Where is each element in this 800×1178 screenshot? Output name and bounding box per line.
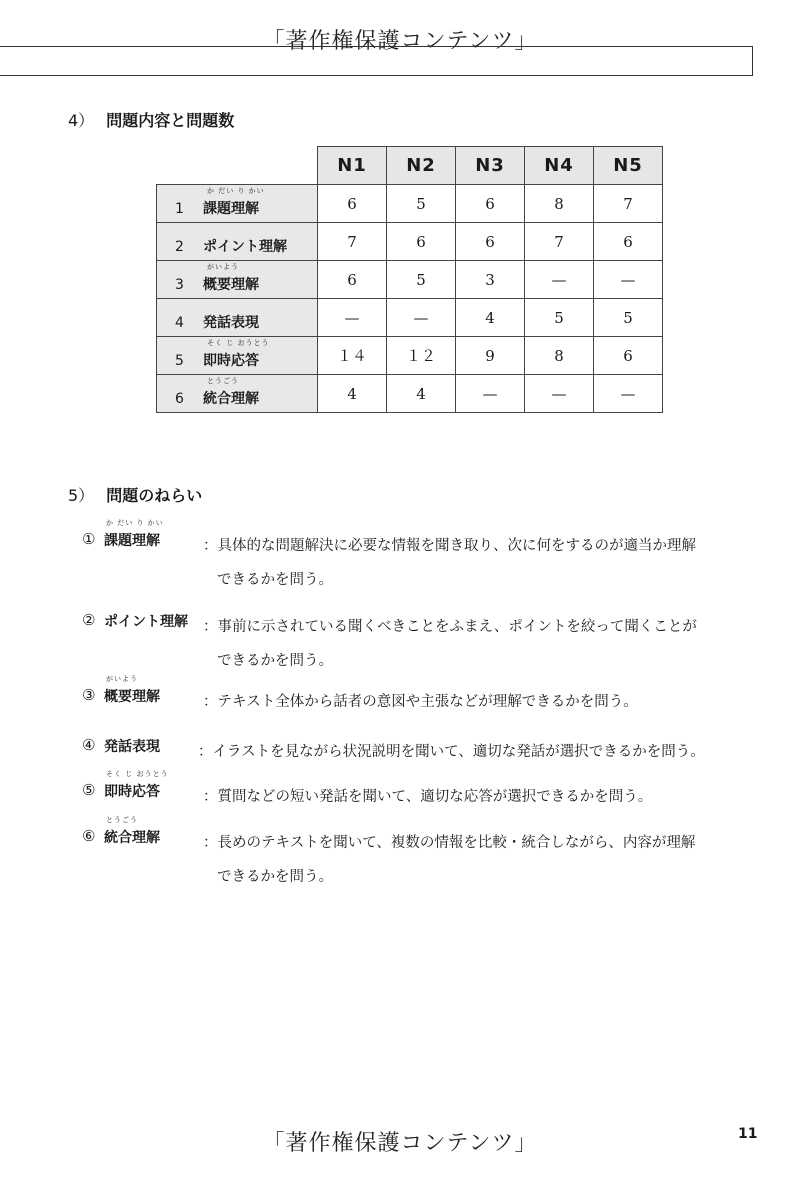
table-cell: 5 bbox=[525, 299, 594, 337]
aim-description bbox=[198, 735, 778, 769]
table-cell: — bbox=[594, 375, 663, 413]
table-cell: 5 bbox=[387, 185, 456, 223]
table-cell: — bbox=[594, 261, 663, 299]
row-header bbox=[157, 375, 318, 413]
level-header: N1 bbox=[318, 147, 387, 185]
row-header bbox=[157, 261, 318, 299]
table-cell: 3 bbox=[456, 261, 525, 299]
table-row bbox=[157, 185, 663, 223]
row-label: 統合理解 bbox=[203, 390, 259, 407]
table-cell: — bbox=[387, 299, 456, 337]
ruby-text: とうごう bbox=[207, 377, 239, 385]
table-cell: 7 bbox=[318, 223, 387, 261]
row-index: 5 bbox=[175, 352, 184, 369]
copyright-banner-top: 「著作権保護コンテンツ」 bbox=[262, 29, 538, 54]
row-label: 発話表現 bbox=[203, 314, 259, 331]
aim-name-text: 発話表現 bbox=[104, 739, 160, 755]
row-label: 課題理解 bbox=[203, 200, 259, 217]
aim-line-1: ：質問などの短い発話を聞いて、適切な応答が選択できるかを問う。 bbox=[203, 789, 653, 805]
table-cell: — bbox=[525, 375, 594, 413]
table-cell: 8 bbox=[525, 185, 594, 223]
table-cell: 7 bbox=[594, 185, 663, 223]
question-count-table bbox=[156, 146, 663, 413]
table-cell: 7 bbox=[525, 223, 594, 261]
table-row bbox=[157, 375, 663, 413]
table-cell: １４ bbox=[318, 337, 387, 375]
aim-description bbox=[203, 780, 763, 814]
aim-name bbox=[104, 816, 160, 847]
table-cell: 6 bbox=[318, 185, 387, 223]
table-cell: — bbox=[525, 261, 594, 299]
table-cell: １２ bbox=[387, 337, 456, 375]
table-row bbox=[157, 261, 663, 299]
table-cell: — bbox=[318, 299, 387, 337]
table-row bbox=[157, 223, 663, 261]
aim-line-1: ：イラストを見ながら状況説明を聞いて、適切な発話が選択できるかを問う。 bbox=[198, 744, 705, 760]
row-header bbox=[157, 223, 318, 261]
table-row bbox=[157, 299, 663, 337]
level-header: N4 bbox=[525, 147, 594, 185]
aim-line-1: ：テキスト全体から話者の意図や主張などが理解できるかを問う。 bbox=[203, 694, 638, 710]
table-cell: 6 bbox=[387, 223, 456, 261]
row-label: 即時応答 bbox=[203, 352, 259, 369]
aim-description bbox=[203, 529, 763, 597]
aim-marker: ③ bbox=[82, 686, 96, 704]
row-index: 4 bbox=[175, 314, 184, 331]
section-4-number: 4） bbox=[68, 111, 95, 130]
section-4-heading bbox=[68, 108, 234, 131]
aim-name-text: 概要理解 bbox=[104, 689, 160, 705]
aim-line-2: できるかを問う。 bbox=[217, 869, 333, 885]
header-frame bbox=[0, 46, 753, 76]
table-header-row bbox=[157, 147, 663, 185]
aim-name bbox=[104, 611, 188, 631]
aim-description bbox=[203, 826, 763, 894]
table-cell: 9 bbox=[456, 337, 525, 375]
aim-name bbox=[104, 675, 160, 706]
aim-name-text: 統合理解 bbox=[104, 830, 160, 846]
table-cell: 6 bbox=[594, 337, 663, 375]
table-row bbox=[157, 337, 663, 375]
level-header: N5 bbox=[594, 147, 663, 185]
section-5-number: 5） bbox=[68, 486, 95, 505]
aim-name-text: 課題理解 bbox=[104, 533, 160, 549]
table-cell: 6 bbox=[456, 185, 525, 223]
table-cell: 5 bbox=[387, 261, 456, 299]
aim-line-2: できるかを問う。 bbox=[217, 572, 333, 588]
table-cell: 5 bbox=[594, 299, 663, 337]
copyright-banner-bottom: 「著作権保護コンテンツ」 bbox=[262, 1131, 538, 1156]
row-label: ポイント理解 bbox=[203, 238, 287, 255]
aim-line-1: ：具体的な問題解決に必要な情報を聞き取り、次に何をするのが適当か理解 bbox=[203, 538, 696, 554]
table-cell: 4 bbox=[318, 375, 387, 413]
row-header bbox=[157, 185, 318, 223]
row-label: 概要理解 bbox=[203, 276, 259, 293]
page-number: 11 bbox=[738, 1126, 758, 1142]
aim-line-1: ：長めのテキストを聞いて、複数の情報を比較・統合しながら、内容が理解 bbox=[203, 835, 696, 851]
ruby-text: がいよう bbox=[106, 675, 138, 683]
table-cell: 6 bbox=[456, 223, 525, 261]
row-index: 3 bbox=[175, 276, 184, 293]
aim-marker: ② bbox=[82, 611, 96, 629]
ruby-text: か だい り かい bbox=[207, 187, 265, 195]
section-4-title: 問題内容と問題数 bbox=[106, 111, 235, 130]
aim-description bbox=[203, 685, 763, 719]
ruby-text: がいよう bbox=[207, 263, 239, 271]
aim-name bbox=[104, 519, 164, 550]
ruby-text: そく じ おうとう bbox=[106, 770, 169, 778]
row-header bbox=[157, 337, 318, 375]
row-index: 2 bbox=[175, 238, 184, 255]
table-cell: 6 bbox=[318, 261, 387, 299]
aim-line-2: できるかを問う。 bbox=[217, 653, 333, 669]
table-cell: 4 bbox=[456, 299, 525, 337]
table-cell: 4 bbox=[387, 375, 456, 413]
aim-line-1: ：事前に示されている聞くべきことをふまえ、ポイントを絞って聞くことが bbox=[203, 619, 697, 635]
aim-marker: ⑥ bbox=[82, 827, 96, 845]
row-index: 6 bbox=[175, 390, 184, 407]
aim-marker: ⑤ bbox=[82, 781, 96, 799]
table-cell: 6 bbox=[594, 223, 663, 261]
table-cell: 8 bbox=[525, 337, 594, 375]
ruby-text: か だい り かい bbox=[106, 519, 164, 527]
aim-name-text: 即時応答 bbox=[104, 784, 160, 800]
table-corner bbox=[157, 147, 318, 185]
ruby-text: そく じ おうとう bbox=[207, 339, 270, 347]
table-cell: — bbox=[456, 375, 525, 413]
section-5-title: 問題のねらい bbox=[106, 486, 203, 505]
level-header: N3 bbox=[456, 147, 525, 185]
row-header bbox=[157, 299, 318, 337]
aim-marker: ① bbox=[82, 530, 96, 548]
level-header: N2 bbox=[387, 147, 456, 185]
aim-marker: ④ bbox=[82, 736, 96, 754]
aim-name bbox=[104, 770, 169, 801]
ruby-text: とうごう bbox=[106, 816, 138, 824]
aim-name bbox=[104, 736, 160, 756]
section-5-heading bbox=[68, 483, 202, 506]
aim-name-text: ポイント理解 bbox=[104, 614, 188, 630]
row-index: 1 bbox=[175, 200, 184, 217]
aim-description bbox=[203, 610, 763, 678]
